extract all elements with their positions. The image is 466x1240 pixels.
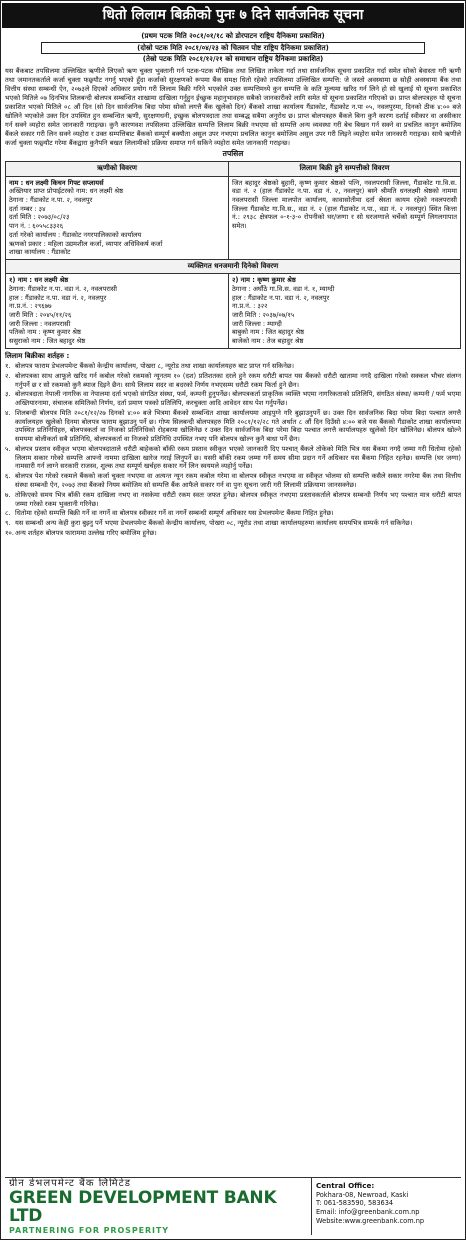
- term-item: ३. बोलपत्रदाता नेपाली नागरिक वा नेपालमा दर्ता भएको संगठित संस्था, फर्म, कम्पनी हुनुपर्नेछ। बोलपत्रकर्ता प्राकृतिक व्यक्ति भएमा नागरिकताको प्रतिलिपि, संगठित संस्था/ कम्पनी / फर्म भएमा अख्तियारनामा, संचालक समितिको निर्णय, दर्ता प्रमाण पत्रको प्रतिलिपि, करचुक्ता आदि आवेदन साथ पेश गर्नुपर्नेछ।: [5, 390, 461, 408]
- borrower-header: ऋणीको विवरण: [6, 162, 229, 176]
- central-office: [311, 1178, 461, 1235]
- term-item: ५. बोलपत्र प्रस्ताव स्वीकृत भएमा बोलपत्रदाताले धरौटी बाहेकको बाँकी रकम प्रस्ताव स्वीकृत भएको जानकारी दिए पश्चात् बैंकले तोकेको मिति भित्र यस बैंकमा नगदै जम्मा गरी धितोमा रहेको लिलाम सकार गरेको सम्पत्ति आफ्नो नाममा दाखिला खारेज गराई लिनुपर्ने छ। यसरी बाँकी रकम जम्मा गर्ने समय सीमा प्रदान गर्ने अधिकार यस बैंकमा निहित रहनेछ। सम्पत्ति (घर जग्गा) नामसारी गर्न लाग्ने सरकारी राजस्व, शुल्क तथा सम्पूर्ण खर्चहरु सकार गर्ने लिन स्वयमले व्यहोर्नु पर्नेछ।: [5, 444, 461, 471]
- term-item: ९. यस सम्बन्धी अन्य केही कुरा बुझ्नु पर्ने भएमा डेभलपमेन्ट बैंकको केन्द्रीय कार्यालय, पोखरा ०८, न्यूरोड तथा शाखा कार्यालयहरुमा कार्यालय समयभित्र सम्पर्क गर्न सकिनेछ।: [5, 519, 413, 528]
- term-item: ४. शिलबन्दी बोलपत्र मिति २०८१/१२/२७ दिनको ४:०० बजे भित्रमा बैंकको सम्बन्धित शाखा कार्यालयमा आइपुग्ने गरि बुझाउनुपर्ने छ। उक्त दिन सार्वजनिक बिदा परेमा बिदा पश्चात लगत्तै कार्यालयहरु खुलेको दिनमा बोलपत्र फाराम बुझाउनु पर्ने छ। गोप्य सिलबन्दी बोलपत्रहरु मिति २०८१/१२/२८ गते अर्थात ८ औं दिन दिउँसो ४:०० बजे यस बैंकको गैंडाकोट शाखा कार्यालयमा उपस्थित प्रतिनिधिहरु, बोलपत्रकर्ता वा निजको प्रतिनिधिको रोहबरमा खोलिनेछ र उक्त दिन सार्वजनिक बिदा परेमा बिदा पश्चात लगत्तै कार्यालयहरु खुलेको दिन खोलिनेछ। बोलपत्र खोल्ने समयमा बोलीकर्ता सबै प्रतिनिधि, बोलपत्रकर्ता वा निजको प्रतिनिधि उपस्थित नभए पनि बोलपत्र खोल्न कुनै बाधा पर्ने छैन।: [5, 408, 461, 444]
- borrower-field: अख्तियार प्राप्त प्रोपाईटरको नाम: धन लक्ष्मी श्रेष्ठ: [9, 187, 123, 196]
- terms-list: [5, 362, 461, 538]
- property-header: लिलाम बिक्री हुने सम्पत्तीको विवरण: [228, 162, 460, 176]
- guarantor-field: जारी मिति : २०३७/०७/१५: [231, 310, 295, 319]
- notice-title: धितो लिलाम बिक्रीको पुनः ७ दिने सार्वजनिक सूचना: [2, 3, 464, 28]
- guarantor-field: हाल : गैंडाकोट न.पा. वडा नं. २, नवलपुर: [9, 293, 107, 302]
- bank-tagline: PARTNERING FOR PROSPERITY: [9, 1225, 169, 1235]
- office-address: Pokhara-08, Newroad, Kaski: [316, 1190, 409, 1199]
- borrower-field: दर्ता मिति : २०७३/०८/२३: [9, 213, 70, 222]
- borrower-field: शाखा कार्यालय : गैंडाकोट: [9, 248, 71, 257]
- borrower-name: नाम : धन लक्ष्मी किचन गिफ्ट सप्लायर्स: [9, 178, 104, 187]
- borrower-field: दर्ता गरेको कार्यालय : गैंडाकोट नगरपालिकाको कार्यालय: [9, 230, 142, 239]
- terms-title: लिलाम बिक्रीका शर्तहरु :: [5, 351, 70, 360]
- guarantor-field: हाल : गैंडाकोट न.पा. वडा नं. २, नवलपुर: [231, 293, 330, 302]
- borrower-field: ऋणको प्रकार : महिला उद्यमशील कर्जा, व्यापार अधिविकर्ष कर्जा: [9, 239, 163, 248]
- details-table: [5, 161, 461, 348]
- publication-second: (दोस्रो पटक मिति २०८१/०४/२३ को चितवन पोष्ट राष्ट्रिय दैनिकमा प्रकाशित): [41, 42, 425, 54]
- term-item: ६. बोलपत्र पेश गरेको रकमले बैंकको कर्जा चुक्ता नभएमा वा अत्यन्त न्यून रकम कबोल गरेमा वा बोलपत्र स्वीकृत नभएमा वा स्वीकृत भोलमा सो सम्पत्ति कसैले सकार नगरेमा बैंक तथा वित्तीय संस्था सम्बन्धी ऐन, २०७३ तथा बैंकको नियम बमोजिम सो सम्पत्ति बैंक आफैले सकार गर्न वा पुनः सूचना जारी गरी लिलामी प्रक्रियामा जानसक्नेछ।: [5, 472, 461, 489]
- guarantor-field: पतिको नाम : कृष्ण कुमार श्रेष्ठ: [9, 328, 81, 337]
- office-title: Central Office:: [316, 1181, 375, 1190]
- details-title: तपसिल: [222, 149, 244, 159]
- office-website[interactable]: Website:www.greenbank.com.np: [316, 1216, 425, 1225]
- bank-logo: [5, 1178, 311, 1235]
- guarantor-field: जारी जिल्ला : म्याग्दी: [231, 319, 282, 328]
- intro-paragraph: यस बैंकबाट तपसिलमा उल्लिखित ऋणीले लिएको ऋण चुक्ता भुक्तानी गर्न पटक-पटक मौखिक तथा लिखित ताकेता गर्दा तथा सार्वजनिक सूचना प्रकाशित गर्दा समेत सोको बेवास्ता गरी ऋणी तथा जमानतकर्ताले कर्जा चुक्ता फछ्र्यौट नगर्नु भएको हुँदा कर्जाको सुरक्षणको रूपमा बैंक समक्ष धितो रहेको तपसिलमा उल्लिखित सम्पत्ति: जे जस्तो अवस्थामा छ सोही अवस्थामा बैंक तथा वित्तीय संस्था सम्बन्धी ऐन, २०७३ले दिएको अधिकार प्रयोग गरी लिलाम बिक्री गरिने भएकोले उक्त सम्पत्तिमध्ये कुन सम्पत्ति के कति मूल्यमा खरिद गर्न लिने हो सो खुलाई यो सूचना प्रकाशित भएको मितिले ०७ दिनभित्र शिलबन्दी बोलपत्र सम्बन्धित शाखामा दाखिला गर्नुहुन ईच्छुक महानुभावहरु सबैको जानकारीको लागि समेत यो सूचना प्रकाशित गरिएको छ। प्राप्त बोलपत्रहरु यो सूचना प्रकाशित भएको मितिले ०८ औं दिन (सो दिन सार्वजनिक बिदा परेमा सोको लगत्तै बैंक खुलेको दिन) बैंकको शाखा कार्यालय गैंडाकोट, गैंडाकोट न.पा ०५, नवलपुरमा, दिनको ठीक ४:०० बजे खोलिने भएकोले उक्त दिन उपस्थित हुन सम्बन्धित ऋणी, सुरक्षणधनी, इच्छुक बोलपत्रदाता तथा सम्बद्ध सबैमा अनुरोध छ। प्राप्त बोलपत्रहरु बैंकले बिना कुनै कारण दर्शाई स्वीकार वा अस्वीकार गर्न सक्ने व्यहोरा समेत जानकारी गराइन्छ। कुनै कारणवश तपसिलमा उल्लिखित सम्पत्ति लिलाम बिक्री नभएमा सो सम्पत्ति अन्य व्यवस्था गरी बेच बिखन गर्न सक्ने वा प्रचलित कानुन बमोजिम बैंकले सकार गरी लिन सक्ने व्यहोरा र उक्त सम्पत्तिबाट बैंकको सम्पूर्ण बक्यौता असुल उपर नभएमा प्रचलित कानुन बमोजिम असुल उपर गरी लिइने व्यहोरा समेत जानकारी गराइन्छ। साथै ऋणीले कर्जा चुक्ता फछ्र्यौट गरेमा बैंकद्वारा कुनैपनि बखत लिलामीको प्रक्रिया समाप्त गर्न सकिने व्यहोरा समेत जानकारी गराइन्छ।: [5, 66, 461, 147]
- guarantor-cell-1: [6, 274, 229, 349]
- guarantor-field: जारी जिल्ला : नवलपरासी: [9, 319, 71, 328]
- guarantor-field: ससुराको नाम : जित बहादुर श्रेष्ठ: [9, 337, 86, 346]
- guarantor-field: ना.प्र.नं. : २९६७७: [9, 302, 52, 311]
- guarantor-field: बाजेको नाम : तेज बहादुर श्रेष्ठ: [231, 337, 304, 346]
- guarantor-header: व्यक्तिगत धनजमानी दिनेको विवरण: [6, 259, 461, 273]
- bank-name-english: GREEN DEVELOPMENT BANK LTD: [9, 1187, 277, 1226]
- borrower-cell: [6, 176, 229, 259]
- guarantor-field: बाबुको नाम : जित बहादुर श्रेष्ठ: [231, 328, 304, 337]
- bank-name-nepali: ग्रीन डेभलपमेन्ट बैंक लिमिटेड: [9, 1177, 132, 1189]
- office-phone: T: 061-583590, 583634: [316, 1199, 394, 1208]
- borrower-field: ठेगाना : गैंडाकोट न.पा. २, नवलपुर: [9, 196, 93, 204]
- borrower-field: पान नं. : ६०५५८३३२६: [9, 222, 64, 231]
- term-item: १. बोलपत्र फाराम डेभलपमेन्ट बैंकको केन्द्रीय कार्यालय, पोखरा ८, न्यूरोड तथा शाखा कार्यालयहरु बाट प्राप्त गर्न सकिनेछ।: [5, 362, 294, 371]
- publication-third: (तेस्रो पटक मिति २०८१/१२/२१ को समाधान राष्ट्रिय दैनिकमा प्रकाशित): [142, 54, 324, 63]
- term-item: २. बोलपत्रका साथ आफूले खरिद गर्न कबोल गरेको रकमको न्यूनतम १० (दश) प्रतिशतका दरले हुने रकम धरौटी बापत यस बैंकको धरौटी खातामा नगदै दाखिला गरेको सक्कल भौचर संलग्न गर्नुपर्ने छ र सो रकमको कुनै ब्याज दिइने छैन। साथै लिलाम सदर वा बदरको निर्णय नभएसम्म धरौटी रकम फिर्ता हुने छैन।: [5, 371, 461, 389]
- publication-history: [31, 31, 435, 63]
- term-item: ७. तोकिएको समय भित्र बाँकी रकम दाखिला नभए वा नसकेमा धरौटी रकम स्वतः जफत हुनेछ। बोलपत्र स्वीकृत नभएमा प्रस्तावकर्ताले बोलपत्र सम्बन्धी निर्णय भए पश्चात मात्र धरौटी बापत जम्मा गरेको रकम भुक्तानी गरिनेछ।: [5, 490, 461, 508]
- borrower-field: दर्ता नम्बर : ३४: [9, 204, 46, 213]
- property-description: जित बहादुर श्रेष्ठको बुहारी, कृष्ण कुमार श्रेष्ठको पत्नि, नवलपरासी जिल्ला, गैंडाकोट गा.वि.स. वडा नं. २ (हाल गैंडाकोट न.पा. वडा नं. २, नवलपुर) बस्ने श्रीमति धनलक्ष्मी श्रेष्ठको नाममा नवलपरासी जिल्ला मालपोत कार्यालय, कावासोतीमा दर्ता स्रेस्ता कायम रहेको नवलपरासी जिल्ला गैंडाकोट गा.वि.स., वडा नं. २ (हाल गैंडाकोट न.पा., वडा नं. २ नवलपुर) स्थित कित्ता नं.: २९३८ क्षेत्रफल ०-१-३-० रोपनीको घर/जग्गा र सो घरजग्गाले चर्चेको सम्पूर्ण लिगलगापात समेत।: [228, 176, 460, 259]
- term-item: ८. धितोमा रहेको सम्पत्ति बिक्री गर्ने वा नगर्ने वा बोलपत्र स्वीकार गर्ने वा नगर्ने सम्बन्धी सम्पूर्ण अधिकार यस डेभलपमेन्ट बैंकमा निहित हुनेछ।: [5, 509, 334, 518]
- footer: [5, 1177, 461, 1235]
- guarantor-field: जारी मिति : २०४५/११/२६: [9, 310, 72, 319]
- term-item: १०. अन्य शर्तहरु बोलपत्र फाराममा उल्लेख गरिए बमोजिम हुनेछ।: [5, 528, 157, 537]
- guarantor-name: १) नाम : धन लक्ष्मी श्रेष्ठ: [9, 276, 69, 285]
- office-email[interactable]: Email: info@greenbank.com.np: [316, 1207, 420, 1216]
- guarantor-name: २) नाम : कृष्ण कुमार श्रेष्ठ: [231, 276, 296, 285]
- guarantor-cell-2: [228, 274, 460, 349]
- guarantor-field: ठेगाना : अर्घौठे गा.वि.स. वडा नं. १, म्याग्दी: [231, 284, 335, 293]
- guarantor-field: ना.प्र.नं. : ३२२: [231, 302, 268, 311]
- publication-first: (प्रथम पटक मिति २०८१/०१/१८ को डोरपाटन राष्ट्रिय दैनिकमा प्रकाशित): [141, 32, 325, 41]
- guarantor-field: ठेगाना: गैंडाकोट न.पा. वडा नं. २, नवलपरासी: [9, 284, 117, 293]
